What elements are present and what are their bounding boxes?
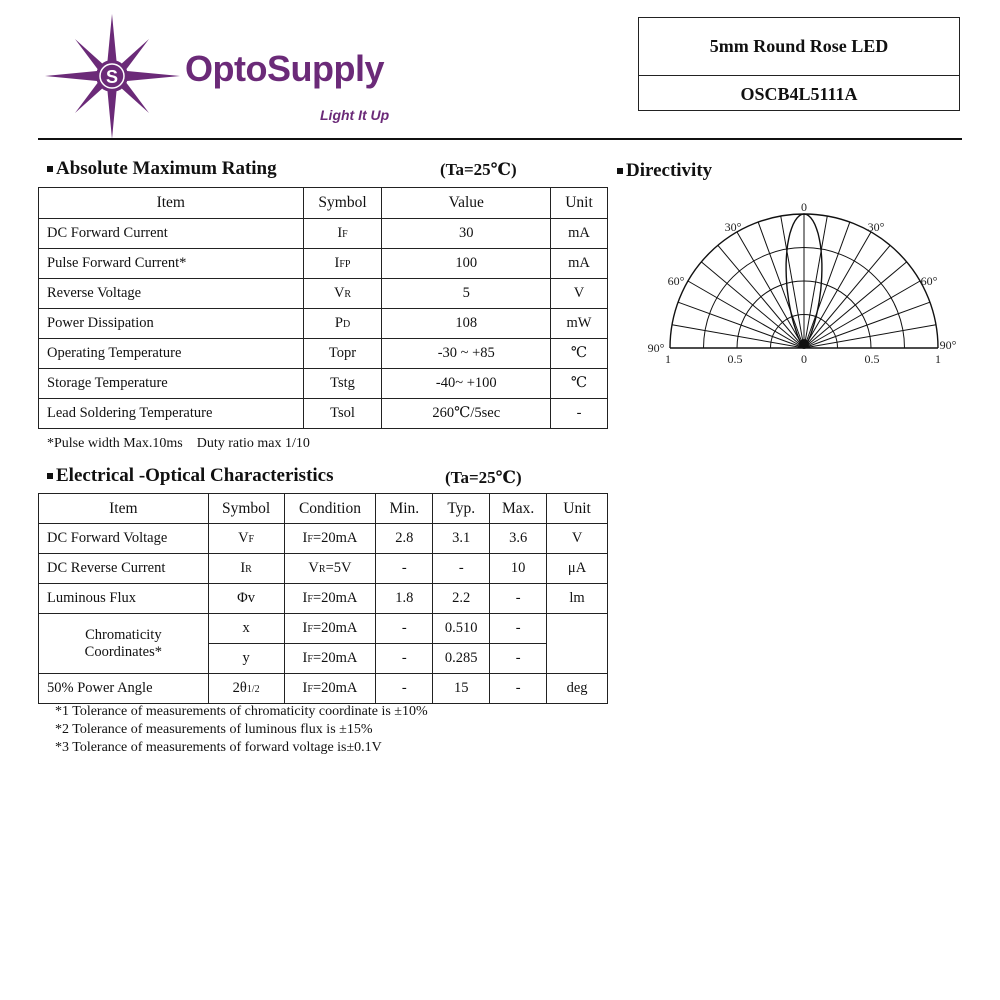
- col-header: Max.: [490, 494, 547, 524]
- col-header: Item: [39, 494, 209, 524]
- col-header: Item: [39, 188, 304, 219]
- header-divider: [38, 138, 962, 140]
- max-cell: 3.6: [490, 524, 547, 554]
- condition-cell: IF=20mA: [284, 644, 376, 674]
- table-row: [39, 554, 608, 584]
- typ-cell: 3.1: [433, 524, 490, 554]
- condition-cell: VR=5V: [284, 554, 376, 584]
- item-cell: DC Reverse Current: [39, 554, 209, 584]
- unit-cell: deg: [547, 674, 608, 704]
- unit-cell: V: [551, 279, 608, 309]
- col-header: Typ.: [433, 494, 490, 524]
- unit-cell: V: [547, 524, 608, 554]
- symbol-cell: Tstg: [303, 369, 382, 399]
- item-cell: Operating Temperature: [39, 339, 304, 369]
- value-cell: 30: [382, 219, 551, 249]
- angle-label-90-right: 90°: [939, 338, 957, 352]
- angle-label-60-right: 60°: [920, 274, 938, 288]
- symbol-cell: PD: [303, 309, 382, 339]
- symbol-cell: y: [208, 644, 284, 674]
- col-header: Unit: [547, 494, 608, 524]
- logo-letter: S: [105, 67, 119, 87]
- max-cell: -: [490, 644, 547, 674]
- axis-label-1-left: 1: [665, 352, 671, 366]
- typ-cell: 2.2: [433, 584, 490, 614]
- symbol-cell: Tsol: [303, 399, 382, 429]
- bullet-square-icon: [47, 166, 53, 172]
- table-header-row: [39, 494, 608, 524]
- optosupply-logo-star: [45, 14, 180, 139]
- col-header: Min.: [376, 494, 433, 524]
- unit-cell: [547, 614, 608, 644]
- item-cell: Chromaticity: [39, 614, 209, 644]
- abs-max-footnote: *Pulse width Max.10ms Duty ratio max 1/10: [47, 436, 310, 451]
- col-header: Unit: [551, 188, 608, 219]
- table-row: [39, 309, 608, 339]
- value-cell: 100: [382, 249, 551, 279]
- table-row: [39, 524, 608, 554]
- part-number: OSCB4L5111A: [740, 83, 858, 104]
- max-cell: -: [490, 674, 547, 704]
- max-cell: 10: [490, 554, 547, 584]
- eo-note-1: *1 Tolerance of measurements of chromaticity coordinate is ±10%: [55, 704, 428, 719]
- unit-cell: -: [551, 399, 608, 429]
- item-cell: Pulse Forward Current*: [39, 249, 304, 279]
- axis-label-0: 0: [801, 352, 807, 366]
- abs-max-condition: (Ta=25℃): [440, 160, 517, 179]
- typ-cell: 0.510: [433, 614, 490, 644]
- unit-cell: μA: [547, 554, 608, 584]
- axis-label-05-right: 0.5: [864, 352, 880, 366]
- angle-label-60-left: 60°: [667, 274, 685, 288]
- unit-cell: mA: [551, 249, 608, 279]
- eo-note-2: *2 Tolerance of measurements of luminous flux is ±15%: [55, 722, 373, 737]
- unit-cell: [547, 644, 608, 674]
- item-cell: Power Dissipation: [39, 309, 304, 339]
- typ-cell: -: [433, 554, 490, 584]
- angle-label-30-right: 30°: [867, 220, 885, 234]
- value-cell: 260℃/5sec: [382, 399, 551, 429]
- symbol-cell: VR: [303, 279, 382, 309]
- directivity-diagram: [640, 195, 980, 375]
- col-header: Symbol: [303, 188, 382, 219]
- col-header: Symbol: [208, 494, 284, 524]
- min-cell: -: [376, 554, 433, 584]
- value-cell: 108: [382, 309, 551, 339]
- polar-grid: [667, 214, 938, 349]
- table-row: [39, 279, 608, 309]
- max-cell: -: [490, 614, 547, 644]
- angle-label-0: 0: [801, 200, 807, 214]
- eo-note-3: *3 Tolerance of measurements of forward voltage is±0.1V: [55, 740, 382, 755]
- unit-cell: ℃: [551, 339, 608, 369]
- symbol-cell: x: [208, 614, 284, 644]
- min-cell: -: [376, 614, 433, 644]
- condition-cell: IF=20mA: [284, 524, 376, 554]
- axis-label-05-left: 0.5: [727, 352, 743, 366]
- symbol-cell: Topr: [303, 339, 382, 369]
- item-cell: Coordinates*: [39, 644, 209, 674]
- table-row: [39, 584, 608, 614]
- product-title: 5mm Round Rose LED: [639, 18, 959, 76]
- value-cell: -30 ~ +85: [382, 339, 551, 369]
- directivity-heading: Directivity: [617, 160, 712, 182]
- item-cell: Luminous Flux: [39, 584, 209, 614]
- col-header: Value: [382, 188, 551, 219]
- min-cell: 1.8: [376, 584, 433, 614]
- abs-max-table: [38, 187, 608, 429]
- typ-cell: 15: [433, 674, 490, 704]
- min-cell: 2.8: [376, 524, 433, 554]
- item-cell: DC Forward Voltage: [39, 524, 209, 554]
- condition-cell: IF=20mA: [284, 614, 376, 644]
- symbol-cell: VF: [208, 524, 284, 554]
- title-box: [638, 17, 960, 111]
- table-row: [39, 219, 608, 249]
- bullet-square-icon: [617, 168, 623, 174]
- item-cell: Lead Soldering Temperature: [39, 399, 304, 429]
- eo-table: [38, 493, 608, 704]
- table-row: [39, 249, 608, 279]
- condition-cell: IF=20mA: [284, 674, 376, 704]
- table-row: [39, 674, 608, 704]
- symbol-cell: IF: [303, 219, 382, 249]
- table-row: [39, 399, 608, 429]
- symbol-cell: IR: [208, 554, 284, 584]
- symbol-cell: IFP: [303, 249, 382, 279]
- eo-condition: (Ta=25℃): [445, 468, 522, 487]
- table-row: [39, 644, 608, 674]
- table-row: [39, 614, 608, 644]
- table-row: [39, 339, 608, 369]
- unit-cell: mW: [551, 309, 608, 339]
- typ-cell: 0.285: [433, 644, 490, 674]
- eo-heading: Electrical -Optical Characteristics: [47, 465, 334, 487]
- unit-cell: lm: [547, 584, 608, 614]
- min-cell: -: [376, 644, 433, 674]
- abs-max-heading: Absolute Maximum Rating: [47, 158, 277, 180]
- condition-cell: IF=20mA: [284, 584, 376, 614]
- item-cell: 50% Power Angle: [39, 674, 209, 704]
- symbol-cell: Φv: [208, 584, 284, 614]
- brand-name: OptoSupply: [185, 48, 384, 89]
- axis-label-1-right: 1: [935, 352, 941, 366]
- symbol-cell: 2θ1/2: [208, 674, 284, 704]
- brand-tagline: Light It Up: [320, 107, 390, 123]
- unit-cell: mA: [551, 219, 608, 249]
- min-cell: -: [376, 674, 433, 704]
- item-cell: Reverse Voltage: [39, 279, 304, 309]
- bullet-square-icon: [47, 473, 53, 479]
- item-cell: Storage Temperature: [39, 369, 304, 399]
- max-cell: -: [490, 584, 547, 614]
- table-header-row: [39, 188, 608, 219]
- value-cell: 5: [382, 279, 551, 309]
- angle-label-30-left: 30°: [724, 220, 742, 234]
- unit-cell: ℃: [551, 369, 608, 399]
- col-header: Condition: [284, 494, 376, 524]
- value-cell: -40~ +100: [382, 369, 551, 399]
- angle-label-90-left: 90°: [647, 341, 665, 355]
- table-row: [39, 369, 608, 399]
- item-cell: DC Forward Current: [39, 219, 304, 249]
